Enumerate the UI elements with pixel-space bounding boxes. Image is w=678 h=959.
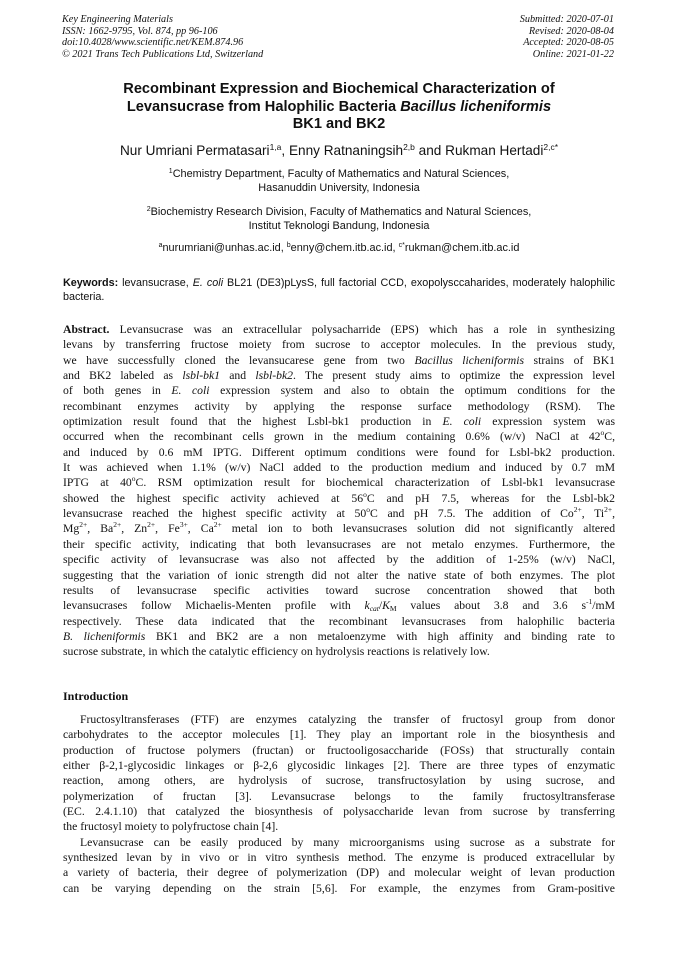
affiliation-text: Chemistry Department, Faculty of Mathematics and Natural Sciences,: [172, 168, 510, 180]
abstract-text: , Ti: [581, 507, 605, 521]
intro-line: production of fructose polymers (fructan) or fructooligosaccharide (FOSs) that structurally contain: [63, 743, 615, 757]
abstract-text: levansucrase reached the highest specific activity at 50: [63, 507, 367, 521]
abstract-line: [63, 414, 615, 429]
abstract-text: expression system was: [481, 415, 615, 429]
keywords-text: BL21 (DE3)pLysS, full factorial CCD, exopolysccaharides, moderately halophilic bacteria.: [63, 277, 615, 303]
paper-title: [40, 81, 638, 134]
abstract-text: occurred when the recombinant cells grown in the medium containing 0.6% (w/v) NaCl at 42: [63, 430, 601, 444]
affiliation-line: Hasanuddin University, Indonesia: [258, 182, 420, 194]
abstract-text: C and pH 7.5. The addition of Co: [369, 507, 574, 521]
date-revised: Revised: 2020-08-04: [528, 25, 614, 37]
title-line-2: [40, 99, 638, 117]
journal-copyright: © 2021 Trans Tech Publications Ltd, Switzerland: [62, 48, 264, 60]
author-affil-mark: 2,c*: [543, 142, 559, 152]
abstract-line: [63, 521, 615, 536]
intro-line: polymerization of fructan [3]. Levansucrase belongs to the family fructosyltransferase: [63, 789, 615, 803]
intro-line: (EC. 2.4.1.10) that catalyzed the biosynthesis of polysaccharide levan from sucrose by transferring: [63, 805, 615, 819]
email-separator: ,: [280, 242, 287, 254]
abstract-text: expression system and also to obtain the optimum conditions for the: [209, 384, 616, 398]
journal-doi: doi:10.4028/www.scientific.net/KEM.874.96: [62, 37, 244, 49]
journal-name: Key Engineering Materials: [62, 14, 173, 25]
author-name: Nur Umriani Permatasari: [119, 143, 270, 158]
email-separator: ,: [392, 242, 399, 254]
author-name: Enny Ratnaningsih: [288, 143, 404, 158]
abstract-text: and: [220, 369, 256, 383]
affiliation-mark: 2: [146, 206, 151, 213]
abstract-text: and BK2 labeled as: [63, 369, 183, 383]
degree-mark: o: [363, 489, 367, 499]
intro-line: either β-2,1-glycosidic linkages or β-2,6 glycosidic linkages [2]. There are three types of enzymatic: [63, 759, 615, 773]
affiliation-1: [30, 167, 648, 195]
abstract-line: [63, 368, 615, 383]
email-mark: a: [158, 242, 163, 249]
charge-mark: 2+: [79, 520, 88, 530]
date-online: Online: 2021-01-22: [532, 48, 614, 60]
keywords-section: [63, 276, 615, 304]
abstract-text: BK1 and BK2 are a non metaloenzyme with high affinity and binding rate to: [145, 629, 615, 643]
abstract-line: [63, 429, 615, 444]
degree-mark: o: [366, 505, 370, 515]
subscript-m: M: [389, 604, 397, 614]
charge-mark: 2+: [604, 505, 613, 515]
abstract-line: [63, 353, 615, 368]
abstract-line: sucrose substrate, in which the catalytic efficiency on hydrolysis reactions is relatively low.: [63, 645, 490, 659]
abstract-line: [63, 506, 615, 521]
date-submitted: Submitted: 2020-07-01: [519, 14, 614, 25]
abstract-line: respectively. These data indicated that the recombinant levansucrases from halophilic bacteria: [63, 614, 615, 628]
intro-line: a variety of bacteria, their degree of polymerization (DP) and molecular weight of levan production: [63, 866, 615, 880]
charge-mark: 2+: [573, 505, 582, 515]
abstract-italic: E. coli: [442, 415, 482, 429]
charge-mark: 2+: [213, 520, 222, 530]
intro-line: Levansucrase can be easily produced by many microorganisms using sucrose as a substrate for: [80, 835, 615, 849]
author-list: [30, 143, 648, 159]
author-name: Rukman Hertadi: [445, 143, 544, 158]
abstract-italic: E. coli: [171, 384, 210, 398]
abstract-text: /: [378, 599, 383, 613]
intro-line: Fructosyltransferases (FTF) are enzymes catalyzing the transfer of fructosyl group from donor: [80, 713, 615, 726]
author-affil-mark: 1,a: [269, 142, 282, 152]
charge-mark: 2+: [113, 520, 122, 530]
abstract-italic: k: [364, 599, 370, 613]
abstract-text: , Ca: [187, 522, 214, 536]
affiliation-line: [30, 167, 648, 181]
title-line-1: Recombinant Expression and Biochemical Characterization of: [123, 81, 555, 97]
abstract-text: strains of BK1: [524, 353, 615, 367]
abstract-line: their specific activity, indicating that both levansucrases are not metalo enzymes. Furthermore, the: [63, 537, 615, 551]
abstract-label: Abstract.: [63, 323, 110, 336]
degree-mark: o: [131, 474, 136, 484]
intro-line: can be varying depending on the strain [5,6]. For example, the enzymes from Gram-positive: [63, 881, 615, 895]
abstract-line: specific activity of levansucrase was also not affected by the addition of 1-25% (w/v) NaCl,: [63, 553, 615, 567]
abstract-line: [63, 383, 615, 398]
abstract-line: [63, 475, 615, 490]
abstract-line: levans by transferring fructose moiety from sucrose to acceptor molecules. In the previous study,: [63, 338, 615, 352]
abstract-line: [63, 598, 615, 613]
abstract-italic: B. licheniformis: [63, 629, 146, 643]
abstract-line: [63, 629, 615, 644]
abstract-italic: K: [382, 599, 390, 613]
abstract-italic: lsbl-bk2: [255, 369, 293, 383]
title-line-2-text: Levansucrase from Halophilic Bacteria: [126, 98, 401, 115]
abstract-text: values about 3.8 and 3.6 s: [396, 599, 587, 613]
intro-line: reaction, among others, are hydrolysis of sucrose, transfructosylation by using sucrose, and: [63, 774, 615, 788]
abstract-text: C,: [604, 430, 615, 444]
title-line-3: BK1 and BK2: [292, 116, 386, 133]
abstract-text: Mg: [63, 522, 80, 536]
introduction-section: [63, 712, 615, 896]
journal-issn: ISSN: 1662-9795, Vol. 874, pp 96-106: [62, 25, 218, 37]
keywords-italic: E. coli: [192, 277, 224, 289]
author-affil-mark: 2,b: [403, 142, 415, 152]
abstract-text: C. RSM optimization result for biochemical characterization of Lsbl-bk1 levansucrase: [135, 476, 616, 490]
journal-header-left: [62, 14, 263, 60]
abstract-italic: Bacillus licheniformis: [414, 353, 524, 367]
affiliation-line: Institut Teknologi Bandung, Indonesia: [248, 220, 430, 232]
affiliation-2: [30, 205, 648, 233]
author-emails: [30, 241, 648, 255]
author-separator: ,: [281, 143, 289, 158]
subscript-cat: cat: [369, 604, 379, 614]
abstract-text: levansucrases follow Michaelis-Menten profile with: [63, 599, 365, 613]
abstract-section: [63, 322, 615, 660]
charge-mark: 2+: [147, 520, 156, 530]
abstract-line: [63, 322, 615, 337]
abstract-text: , Fe: [155, 522, 180, 536]
abstract-text: , Zn: [121, 522, 148, 536]
affiliation-mark: 1: [168, 168, 173, 175]
abstract-text: /mM: [592, 599, 615, 613]
exponent-mark: -1: [586, 597, 593, 607]
introduction-heading: Introduction: [63, 689, 129, 703]
abstract-text: we have successfully cloned the levansucarese gene from two: [63, 353, 415, 367]
author-separator: and: [414, 143, 446, 158]
abstract-text: IPTG at 40: [63, 476, 132, 490]
date-accepted: Accepted: 2020-08-05: [523, 37, 614, 49]
abstract-text: Levansucrase was an extracellular polysacharride (EPS) which has a role in synthesizing: [109, 323, 615, 336]
abstract-line: [63, 491, 615, 506]
abstract-text: , Ba: [87, 522, 114, 536]
email-address[interactable]: enny@chem.itb.ac.id: [290, 242, 393, 254]
abstract-text: of both genes in: [63, 384, 172, 398]
abstract-text: showed the highest specific activity achieved at 56: [63, 491, 364, 505]
email-address[interactable]: rukman@chem.itb.ac.id: [404, 242, 520, 254]
abstract-line: and induced by 0.6 mM IPTG. Different optimum conditions were found for Lsbl-bk2 production.: [63, 445, 615, 459]
abstract-line: suggesting that the variation of ionic strength did not alter the native state of both enzymes. The plot: [63, 568, 615, 582]
degree-mark: o: [600, 428, 605, 438]
abstract-line: recombinant enzymes activity by applying the response surface methodology (RSM). The: [63, 399, 615, 413]
intro-line: carbohydrates to the acceptor molecules [1]. They play an important role in the biosynthesis and: [63, 728, 615, 742]
keywords-text: levansucrase,: [118, 277, 193, 289]
email-line: [30, 241, 648, 255]
charge-mark: 3+: [179, 520, 188, 530]
abstract-line: results of levansucrase specific activities toward sucrose concentration showed that both: [63, 583, 615, 597]
keywords-label: Keywords:: [63, 277, 119, 289]
abstract-text: . The present study aims to optimize the expression level: [292, 369, 616, 383]
affiliation-text: Biochemistry Research Division, Faculty of Mathematics and Natural Sciences,: [150, 206, 532, 218]
affiliation-line: [30, 205, 648, 219]
title-species: Bacillus licheniformis: [400, 98, 552, 115]
email-address[interactable]: nurumriani@unhas.ac.id: [162, 242, 281, 254]
email-mark: b: [286, 242, 291, 249]
abstract-line: It was achieved when 1.1% (w/v) NaCl added to the production medium and induced by 0.7 mM: [63, 461, 615, 475]
journal-header-right: [520, 14, 614, 60]
email-mark: c*: [398, 242, 405, 249]
intro-line: synthesized levan by in vivo or in vitro synthesis method. The enzyme is produced extracellular by: [63, 851, 615, 865]
abstract-text: ,: [612, 507, 616, 521]
abstract-italic: lsbl-bk1: [182, 369, 220, 383]
abstract-text: metal ion to both levansucrases solution did not significantly altered: [221, 522, 616, 536]
abstract-text: C and pH 7.5, whereas for the Lsbl-bk2: [366, 491, 615, 505]
abstract-text: optimization result found that the highest Lsbl-bk1 production in: [63, 415, 443, 429]
intro-line: the fructosyl moiety to polyfructose chain [4].: [63, 820, 279, 834]
